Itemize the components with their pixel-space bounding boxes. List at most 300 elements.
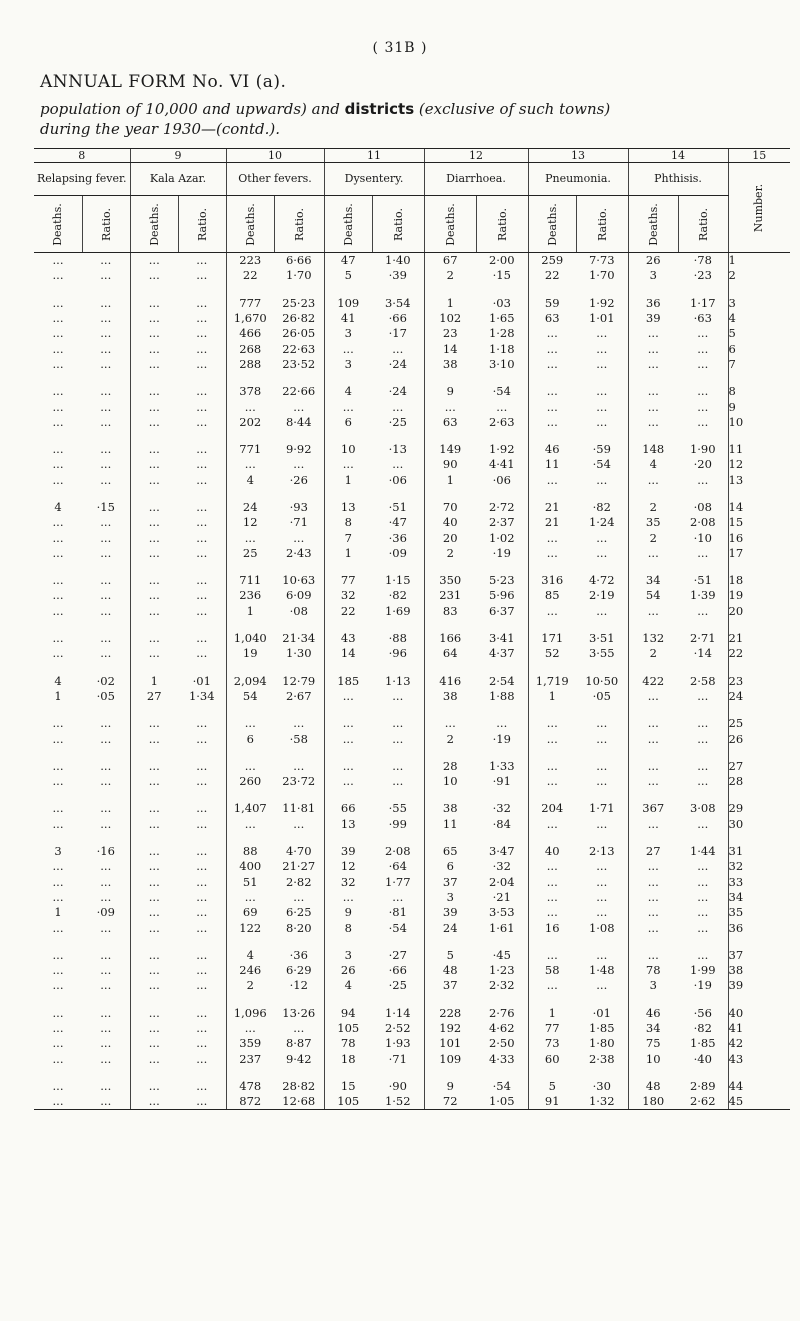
spacer-row [34, 789, 790, 801]
spacer-cell [528, 662, 576, 674]
table-cell: 1·88 [488, 688, 515, 703]
table-cell: 109 [424, 1051, 476, 1066]
table-cell: ... [52, 442, 64, 457]
spacer-cell [476, 561, 528, 573]
table-cell: 13 [324, 500, 372, 515]
sub-header: Ratio. [178, 196, 226, 253]
table-cell: ... [196, 457, 208, 472]
table-cell: ... [196, 253, 208, 268]
table-body [34, 253, 790, 1110]
row-number-cell: 33 [728, 875, 790, 890]
table-cell: ... [130, 1051, 178, 1066]
table-cell: ... [628, 384, 678, 399]
spacer-cell [576, 372, 628, 384]
table-cell: ·32 [492, 801, 511, 816]
row-number-cell: 43 [728, 1051, 790, 1066]
table-cell: 350 [424, 573, 476, 588]
spacer-cell [130, 1067, 178, 1079]
table-cell: 3·54 [384, 295, 411, 310]
table-cell: 19 [226, 646, 274, 661]
table-cell: ·55 [388, 801, 407, 816]
table-cell: 1 [424, 296, 476, 311]
table-cell: ... [196, 573, 208, 588]
table-cell: 2·67 [285, 688, 312, 703]
table-cell: 2·19 [588, 588, 615, 603]
table-cell: 1·80 [588, 1036, 615, 1051]
table-cell: ... [196, 588, 208, 603]
row-number-cell: 11 [728, 442, 790, 457]
table-cell: 2·43 [285, 545, 312, 560]
table-cell: 10 [324, 442, 372, 457]
table-cell: ... [100, 859, 112, 874]
table-cell: 231 [424, 588, 476, 603]
table-cell: 16 [528, 920, 576, 935]
table-cell: ... [596, 603, 608, 618]
table-cell: 18 [324, 1051, 372, 1066]
table-cell: ... [196, 545, 208, 560]
spacer-cell [34, 372, 82, 384]
spacer-cell [476, 994, 528, 1006]
table-cell: 3 [324, 357, 372, 372]
table-row [34, 859, 790, 874]
table-cell: 78 [324, 1036, 372, 1051]
table-cell: ... [100, 774, 112, 789]
row-number-cell: 38 [728, 963, 790, 978]
table-row [34, 890, 790, 905]
spacer-cell [728, 488, 790, 500]
spacer-cell [178, 936, 226, 948]
table-cell: ... [130, 442, 178, 457]
table-cell: 2·00 [488, 253, 515, 268]
table-cell: 26·05 [282, 326, 316, 341]
table-cell: 416 [424, 674, 476, 689]
table-cell: 27 [130, 689, 178, 704]
spacer-cell [34, 747, 82, 759]
table-cell: ... [293, 530, 305, 545]
column-number: 12 [424, 149, 528, 163]
table-cell: ... [628, 890, 678, 905]
spacer-cell [424, 789, 476, 801]
table-cell: ... [100, 963, 112, 978]
spacer-cell [728, 430, 790, 442]
table-cell: ·24 [388, 356, 407, 371]
table-cell: ·54 [592, 457, 611, 472]
table-cell: ... [697, 688, 709, 703]
table-cell: ·99 [388, 816, 407, 831]
table-cell: 51 [226, 875, 274, 890]
table-cell: ... [178, 1094, 226, 1110]
table-cell: ... [528, 399, 576, 414]
table-cell: ... [392, 774, 404, 789]
spacer-cell [34, 936, 82, 948]
table-cell: ... [52, 384, 64, 399]
table-cell: 237 [226, 1051, 274, 1066]
table-cell: ... [628, 326, 678, 341]
table-cell: 22 [528, 268, 576, 283]
table-cell: 4 [54, 500, 62, 514]
table-cell: ·36 [388, 530, 407, 545]
table-cell: ... [628, 604, 678, 619]
sub-header: Deaths. [528, 196, 576, 253]
table-cell: 148 [628, 442, 678, 457]
table-cell: ... [392, 399, 404, 414]
spacer-cell [274, 430, 324, 442]
table-cell: 32 [324, 875, 372, 890]
table-cell: ... [130, 716, 178, 731]
table-cell: ·01 [192, 673, 211, 688]
table-cell: 2,094 [226, 674, 274, 689]
table-cell: 13 [324, 817, 372, 832]
table-cell: ... [496, 716, 508, 731]
column-number: 10 [226, 149, 324, 163]
table-cell: 1 [528, 1006, 576, 1021]
table-cell: 6·09 [285, 588, 312, 603]
spacer-cell [82, 936, 130, 948]
table-cell: ·08 [289, 603, 308, 618]
table-cell: 26 [628, 253, 678, 269]
spacer-cell [576, 832, 628, 844]
table-cell: ·19 [492, 731, 511, 746]
spacer-cell [528, 430, 576, 442]
table-cell: ·32 [492, 859, 511, 874]
spacer-cell [528, 619, 576, 631]
spacer-cell [82, 284, 130, 296]
table-cell: 39 [628, 311, 678, 326]
spacer-cell [576, 747, 628, 759]
row-number-cell: 5 [728, 326, 790, 341]
spacer-cell [678, 704, 728, 716]
spacer-cell [372, 284, 424, 296]
table-cell: ... [528, 905, 576, 920]
table-row [34, 948, 790, 963]
table-row [34, 1021, 790, 1036]
table-cell: 26·82 [282, 311, 316, 326]
table-cell: ·71 [289, 515, 308, 530]
table-cell: ... [100, 515, 112, 530]
table-row [34, 357, 790, 372]
table-cell: ·91 [492, 774, 511, 789]
table-cell: ... [196, 963, 208, 978]
table-cell: 77 [324, 573, 372, 588]
table-cell: 166 [424, 631, 476, 646]
table-cell: 3 [424, 890, 476, 905]
table-cell: ·82 [388, 588, 407, 603]
row-number-cell: 37 [728, 948, 790, 963]
table-cell: 3·55 [588, 646, 615, 661]
table-cell: ... [130, 500, 178, 515]
spacer-row [34, 488, 790, 500]
table-cell: ... [52, 631, 64, 646]
table-cell: 1·71 [588, 801, 615, 816]
spacer-cell [226, 789, 274, 801]
spacer-cell [34, 704, 82, 716]
table-cell: 52 [528, 646, 576, 661]
table-row [34, 905, 790, 920]
table-cell: ... [528, 341, 576, 356]
table-cell: ... [697, 414, 709, 429]
table-cell: ... [196, 311, 208, 326]
table-cell: ... [100, 801, 112, 816]
table-cell: ... [52, 1051, 64, 1066]
table-cell: 1·13 [384, 673, 411, 688]
table-cell: 1·92 [488, 442, 515, 457]
table-cell: ... [130, 1021, 178, 1036]
table-cell: 2·54 [488, 673, 515, 688]
table-cell: ... [196, 758, 208, 773]
table-cell: ·82 [592, 500, 611, 514]
table-cell: ... [52, 716, 64, 731]
table-cell: 2·89 [689, 1078, 716, 1093]
table-cell: ... [130, 311, 178, 326]
table-cell: 102 [424, 311, 476, 326]
table-cell: ·15 [492, 268, 511, 283]
table-cell: 777 [226, 296, 274, 311]
spacer-cell [130, 747, 178, 759]
group-header: Pneumonia. [528, 163, 628, 196]
table-row [34, 604, 790, 619]
spacer-cell [372, 789, 424, 801]
spacer-cell [274, 662, 324, 674]
spacer-cell [576, 561, 628, 573]
spacer-cell [424, 284, 476, 296]
table-cell: 1·44 [689, 844, 716, 859]
sub-header: Deaths. [324, 196, 372, 253]
table-cell: ... [196, 530, 208, 545]
sub-header: Ratio. [82, 196, 130, 253]
table-cell: ... [52, 1005, 64, 1020]
table-cell: 9 [324, 905, 372, 920]
table-cell: ... [130, 920, 178, 935]
spacer-cell [628, 747, 678, 759]
spacer-cell [178, 704, 226, 716]
table-cell: 11 [424, 817, 476, 832]
table-cell: 32 [324, 588, 372, 603]
spacer-cell [476, 747, 528, 759]
table-cell: ·05 [96, 688, 115, 703]
spacer-cell [130, 704, 178, 716]
table-cell: ... [196, 384, 208, 399]
spacer-cell [226, 832, 274, 844]
column-number: 11 [324, 149, 424, 163]
spacer-cell [628, 561, 678, 573]
spacer-cell [324, 747, 372, 759]
table-cell: ... [324, 399, 372, 414]
table-cell: ... [52, 326, 64, 341]
table-cell: ... [528, 817, 576, 832]
spacer-cell [226, 619, 274, 631]
table-cell: ... [596, 326, 608, 341]
spacer-cell [576, 1067, 628, 1079]
table-row [34, 674, 790, 689]
table-cell: 1·61 [488, 920, 515, 935]
table-cell: ... [52, 588, 64, 603]
spacer-cell [424, 747, 476, 759]
spacer-cell [678, 1067, 728, 1079]
table-cell: ... [100, 545, 112, 560]
table-cell: ·23 [693, 268, 712, 283]
table-cell: 105 [324, 1021, 372, 1036]
table-cell: 40 [424, 515, 476, 530]
table-cell: 1 [54, 688, 62, 703]
table-cell: 3·10 [488, 356, 515, 371]
spacer-cell [528, 936, 576, 948]
table-cell: ... [100, 414, 112, 429]
table-cell: ... [130, 296, 178, 311]
table-cell: 85 [528, 588, 576, 603]
table-cell: ·17 [388, 326, 407, 341]
spacer-cell [178, 430, 226, 442]
table-cell: 64 [424, 646, 476, 661]
table-cell: ... [130, 774, 178, 789]
table-cell: ... [130, 341, 178, 356]
spacer-cell [82, 488, 130, 500]
spacer-row [34, 1067, 790, 1079]
table-cell: 38 [424, 357, 476, 372]
table-cell: ·24 [388, 384, 407, 399]
table-cell: ... [596, 399, 608, 414]
spacer-cell [226, 662, 274, 674]
table-cell: ... [324, 689, 372, 704]
spacer-cell [424, 662, 476, 674]
table-cell: ... [130, 573, 178, 588]
table-cell: ... [196, 515, 208, 530]
sub-header: Ratio. [274, 196, 324, 253]
table-cell: ... [196, 801, 208, 816]
table-cell: ... [196, 268, 208, 283]
table-cell: ... [697, 472, 709, 487]
table-cell: 12 [226, 515, 274, 530]
table-cell: 1 [130, 674, 178, 689]
table-cell: ·54 [388, 920, 407, 935]
table-cell: ... [196, 1021, 208, 1036]
table-cell: 69 [226, 905, 274, 920]
table-cell: 38 [424, 689, 476, 704]
spacer-cell [528, 994, 576, 1006]
table-cell: 36 [628, 296, 678, 311]
table-cell: ... [130, 905, 178, 920]
row-number-cell: 36 [728, 920, 790, 935]
table-cell: ... [293, 457, 305, 472]
table-cell: 37 [424, 875, 476, 890]
table-cell: ... [130, 357, 178, 372]
table-cell: ... [130, 530, 178, 545]
table-cell: ... [628, 415, 678, 430]
table-cell: ... [528, 731, 576, 746]
table-cell: ·08 [693, 500, 712, 514]
row-number-cell: 20 [728, 604, 790, 619]
table-cell: 268 [226, 341, 274, 356]
table-cell: ... [100, 816, 112, 831]
table-cell: 1,670 [226, 311, 274, 326]
table-cell: 48 [628, 1079, 678, 1094]
table-cell: 90 [424, 457, 476, 472]
table-cell: ... [424, 399, 476, 414]
spacer-cell [628, 994, 678, 1006]
group-header: Diarrhoea. [424, 163, 528, 196]
table-cell: ... [628, 920, 678, 935]
table-cell: 1·90 [689, 442, 716, 457]
table-row [34, 689, 790, 704]
table-cell: 2 [424, 268, 476, 283]
table-cell: 12·68 [274, 1094, 324, 1110]
table-cell: 1·08 [588, 920, 615, 935]
table-cell: ... [392, 716, 404, 731]
table-cell: 2 [226, 978, 274, 993]
table-cell: 5 [424, 948, 476, 963]
table-cell: 1·24 [588, 515, 615, 530]
spacer-cell [178, 619, 226, 631]
row-number-cell: 24 [728, 689, 790, 704]
table-cell: ... [697, 341, 709, 356]
spacer-cell [424, 488, 476, 500]
table-cell: 48 [424, 963, 476, 978]
table-row [34, 442, 790, 457]
table-cell: 2·82 [285, 874, 312, 889]
row-number-cell: 28 [728, 774, 790, 789]
table-cell: 9·42 [285, 1051, 312, 1066]
table-cell: 122 [226, 920, 274, 935]
title-line-1-c: (exclusive of such towns) [414, 100, 611, 118]
table-cell: 1·52 [372, 1094, 424, 1110]
column-number: 13 [528, 149, 628, 163]
column-number: 15 [728, 149, 790, 163]
spacer-cell [372, 994, 424, 1006]
table-cell: 2·58 [689, 673, 716, 688]
table-cell: ... [324, 731, 372, 746]
table-row [34, 801, 790, 816]
table-cell: ... [196, 472, 208, 487]
table-cell: 1 [54, 905, 62, 920]
sub-header: Deaths. [130, 196, 178, 253]
table-cell: ... [52, 1078, 64, 1093]
table-cell: ... [596, 905, 608, 920]
spacer-cell [324, 662, 372, 674]
spacer-cell [728, 994, 790, 1006]
table-cell: ·21 [492, 889, 511, 904]
table-cell: ... [392, 731, 404, 746]
table-cell: ... [100, 356, 112, 371]
table-cell: ... [52, 573, 64, 588]
table-cell: 6 [324, 415, 372, 430]
table-row [34, 963, 790, 978]
table-cell: ... [596, 530, 608, 545]
table-cell: 1·69 [384, 603, 411, 618]
spacer-cell [324, 488, 372, 500]
table-row [34, 1006, 790, 1021]
table-cell: ·84 [492, 816, 511, 831]
sub-header-row [34, 196, 790, 253]
table-cell: 1·14 [384, 1005, 411, 1020]
spacer-cell [628, 832, 678, 844]
title-line-1-b: districts [344, 100, 415, 118]
table-cell: 180 [628, 1094, 678, 1110]
table-cell: ... [596, 731, 608, 746]
table-cell: 23 [424, 326, 476, 341]
spacer-cell [178, 662, 226, 674]
table-cell: 4·33 [488, 1051, 515, 1066]
table-cell: 2·72 [488, 500, 515, 514]
table-cell: ... [52, 399, 64, 414]
table-cell: 8·20 [285, 920, 312, 935]
table-cell: 1·32 [576, 1094, 628, 1110]
table-cell: 75 [628, 1036, 678, 1051]
spacer-cell [576, 488, 628, 500]
table-cell: 1·33 [488, 758, 515, 773]
table-cell: ... [100, 758, 112, 773]
spacer-cell [372, 488, 424, 500]
title-line-2: during the year 1930—(contd.). [40, 120, 280, 138]
table-cell: 4·62 [488, 1021, 515, 1036]
